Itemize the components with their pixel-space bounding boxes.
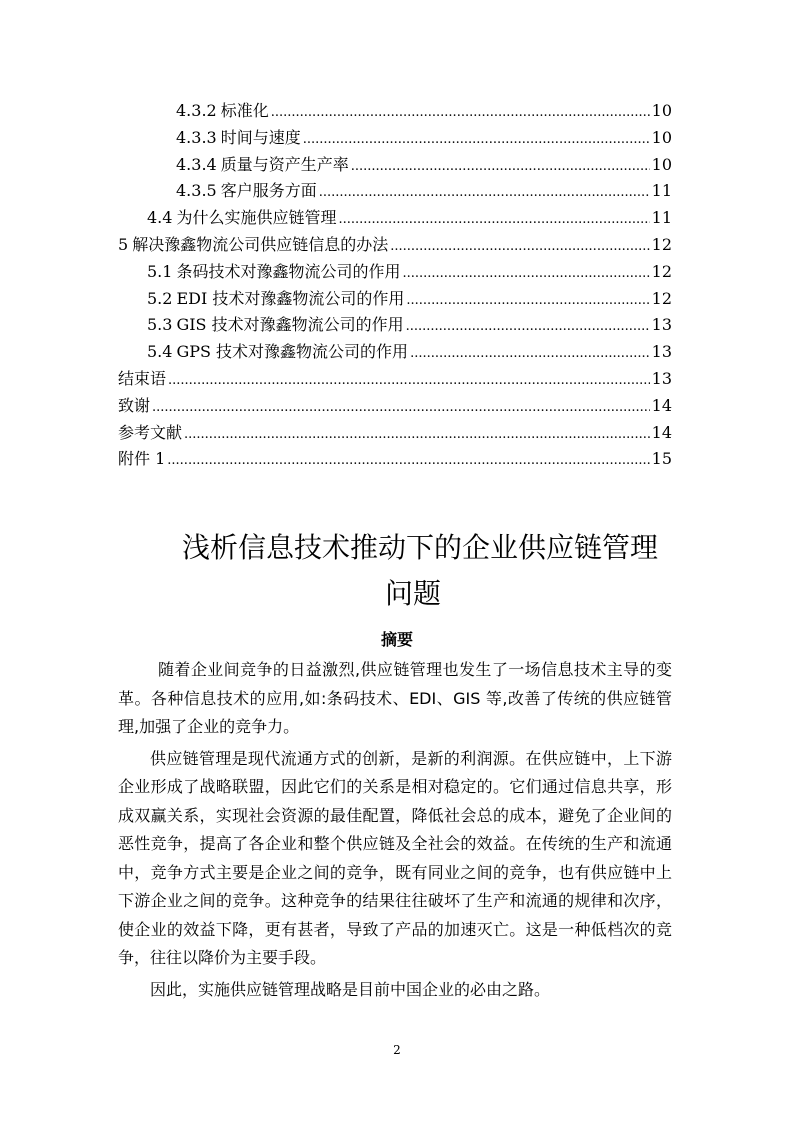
toc-entry[interactable] <box>118 98 672 125</box>
toc-leader-dots <box>167 448 649 475</box>
toc-leader-dots <box>338 207 649 234</box>
toc-leader-dots <box>271 100 650 127</box>
toc-entry-title: 条码技术对豫鑫物流公司的作用 <box>176 261 401 281</box>
page-number: 2 <box>393 1043 401 1057</box>
abstract-paragraph: 因此，实施供应链管理战略是目前中国企业的必由之路。 <box>150 979 551 999</box>
toc-entry-title: 标准化 <box>220 101 269 120</box>
toc-entry-title: GPS 技术对豫鑫物流公司的作用 <box>176 342 409 362</box>
toc-entry-page: 14 <box>651 395 672 415</box>
toc-entry[interactable] <box>118 446 672 473</box>
toc-entry-page: 11 <box>651 208 672 228</box>
toc-entry[interactable] <box>118 393 672 420</box>
toc-entry-page: 11 <box>651 181 672 201</box>
toc-entry-title: 结束语 <box>118 368 167 388</box>
toc-entry-number: 5.1 <box>147 261 173 281</box>
toc-leader-dots <box>410 341 650 368</box>
toc-entry[interactable] <box>118 232 672 259</box>
abstract-body <box>118 656 672 1004</box>
toc-entry[interactable] <box>118 205 672 232</box>
toc-leader-dots <box>152 395 650 422</box>
toc-entry-title: 解决豫鑫物流公司供应链信息的办法 <box>132 234 389 254</box>
toc-entry-number: 4.3.4 <box>176 154 217 174</box>
toc-entry-title: 质量与资产生产率 <box>220 154 349 174</box>
toc-leader-dots <box>168 368 650 395</box>
paper-title-line-1: 浅析信息技术推动下的企业供应链管理 <box>181 530 658 564</box>
toc-entry-number: 5.3 <box>147 315 173 335</box>
toc-entry-number: 4.3.5 <box>176 181 217 201</box>
toc-entry-page: 12 <box>651 234 672 254</box>
toc-entry[interactable] <box>118 178 672 205</box>
toc-entry-page: 13 <box>651 342 672 362</box>
toc-entry-page: 14 <box>651 422 672 442</box>
abstract-paragraph: 供应链管理是现代流通方式的创新，是新的利润源。在供应链中，上下游企业形成了战略联盟，因此它们的关系是相对稳定的。它们通过信息共享，形成双赢关系，实现社会资源的最佳配置，降低社会总的成本，避免了企业间的恶性竞争，提高了各企业和整个供应链及全社会的效益。在传统的生产和流通中，竞争方式主要是企业之间的竞争，既有同业之间的竞争，也有供应链中上下游企业之间的竞争。这种竞争的结果往往破坏了生产和流通的规律和次序，使企业的效益下降，更有甚者，导致了产品的加速灭亡。这是一种低档次的竞争，往往以降价为主要手段。 <box>118 748 672 967</box>
abstract-heading: 摘要 <box>380 630 413 649</box>
toc-leader-dots <box>303 127 650 154</box>
toc-entry[interactable] <box>118 259 672 286</box>
toc-leader-dots <box>390 234 649 261</box>
toc-entry-title: 时间与速度 <box>220 127 301 147</box>
toc-entry[interactable] <box>118 420 672 447</box>
toc-entry[interactable] <box>118 312 672 339</box>
toc-entry-title: 客户服务方面 <box>220 181 317 201</box>
toc-entry-page: 12 <box>651 288 672 308</box>
abstract-paragraph: 随着企业间竞争的日益激烈,供应链管理也发生了一场信息技术主导的变革。各种信息技术的应用,如:条码技术、EDI、GIS 等,改善了传统的供应链管理,加强了企业的竞争力。 <box>118 660 672 736</box>
toc-entry[interactable] <box>118 339 672 366</box>
toc-entry-number: 4.4 <box>147 208 173 228</box>
toc-entry-title: 为什么实施供应链管理 <box>176 208 337 228</box>
toc-entry-number: 5 <box>118 234 129 254</box>
toc-entry-page: 15 <box>651 449 672 469</box>
toc-entry-number: 5.2 <box>147 288 173 308</box>
toc-entry-page: 13 <box>651 368 672 388</box>
toc-leader-dots <box>351 154 650 181</box>
toc-entry-number: 4.3.2 <box>176 101 217 120</box>
toc-entry-page: 12 <box>651 261 672 281</box>
toc-entry[interactable] <box>118 152 672 179</box>
toc-leader-dots <box>406 314 650 341</box>
toc-entry-title: EDI 技术对豫鑫物流公司的作用 <box>176 288 405 308</box>
toc-entry-page: 10 <box>651 154 672 174</box>
paper-title-line-2: 问题 <box>384 576 441 610</box>
toc-leader-dots <box>184 422 650 449</box>
toc-entry-title: 参考文献 <box>118 422 183 442</box>
toc-entry-page: 13 <box>651 315 672 335</box>
toc-entry-page: 10 <box>651 127 672 147</box>
table-of-contents <box>118 98 672 473</box>
toc-entry[interactable] <box>118 125 672 152</box>
toc-entry-page: 10 <box>651 101 672 120</box>
toc-entry[interactable] <box>118 366 672 393</box>
toc-entry-number: 5.4 <box>147 342 173 362</box>
toc-entry-title: 附件 1 <box>118 449 166 469</box>
toc-entry-number: 4.3.3 <box>176 127 217 147</box>
toc-leader-dots <box>406 288 649 315</box>
toc-entry-title: GIS 技术对豫鑫物流公司的作用 <box>176 315 404 335</box>
toc-entry[interactable] <box>118 286 672 313</box>
toc-entry-title: 致谢 <box>118 395 151 415</box>
toc-leader-dots <box>402 261 649 288</box>
paper-title <box>118 525 722 617</box>
toc-leader-dots <box>319 180 650 207</box>
